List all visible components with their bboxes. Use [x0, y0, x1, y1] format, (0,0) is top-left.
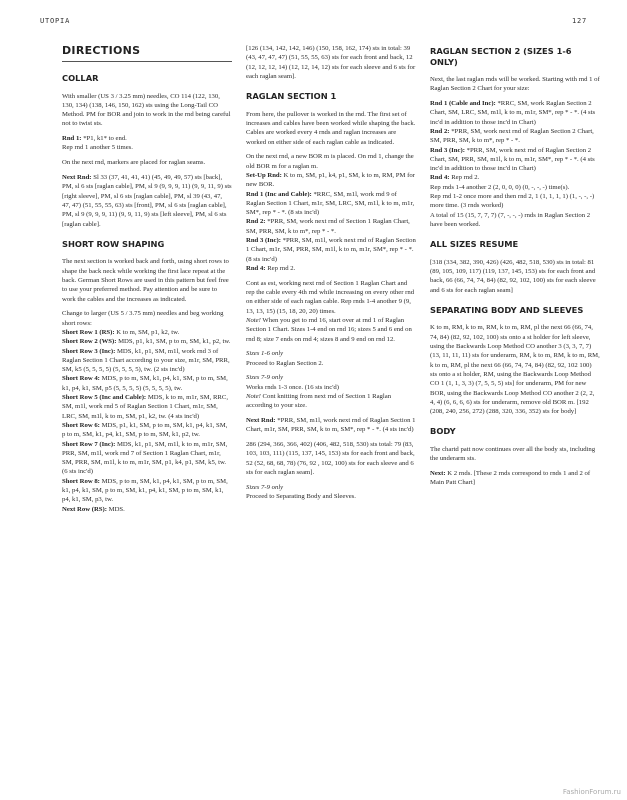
- short-row-4: Short Row 4: MDS, p to m, SM, k1, p4, k1, SM, p to m, SM, k1, p4, k1, SM, p5 (5, 5, 5, 5) (5, 5, 5, 5), tw.: [62, 375, 228, 392]
- column-middle: [246, 44, 416, 507]
- proceed-separating: Proceed to Separating Body and Sleeves.: [246, 493, 356, 501]
- short-row-2: Short Row 2 (WS): MDS, p1, k1, SM, p to m, SM, k1, p2, tw.: [62, 338, 231, 346]
- collar-paragraph: With smaller (US 3 / 3.25 mm) needles, CO 114 (122, 130, 130, 134) (138, 146, 150, 162) sts using the Long-Tail CO Method. PM for BOR and join to work in the rnd being careful not to twist sts.: [62, 92, 231, 128]
- raglan-1-rnd3: Rnd 3 (Inc): *PRR, SM, m1l, work next rnd of Raglan Section 1 Chart, m1r, SM, PRR, SM, m1l, k to m, m1r, SM*, rep * - *. (8 sts inc'd): [246, 237, 416, 263]
- separating-paragraph: K to m, RM, k to m, RM, k to m, RM, pl the next 66 (66, 74, 74, 84) (82, 92, 102, 100) sts onto a st holder for left sleeve, using the Backwards Loop Method CO another 3 (3, 3, 7, 7) (13, 11, 11, 11) sts for underarm, RM, k to m, RM, k to m, RM, k to m, RM, pl the next 66 (66, 74, 74, 84) (82, 92, 102 100) sts onto a st holder, RM, using the Backwards Loop Method CO 1 (1, 1, 3, 3) (7, 5, 5, 5) sts] for underarm, PM for new BOR, using the Backwards Loop Method CO another 2 (2, 2, 4, 4) (6, 6, 6, 6) sts for underarm, remove old BOR m. [192 (208, 240, 256, 272) (288, 320, 336, 352) sts for body]: [430, 324, 600, 416]
- raglan-2-intro: Next, the last raglan rnds will be worked. Starting with rnd 1 of Raglan Section 2 Chart for your size:: [430, 76, 600, 93]
- raglan-2-repeat-2: Rep rnd 1-2 once more and then rnd 2, 1 (1, 1, 1, 1) (1, -, -, -) more time. (3 rnds worked): [430, 193, 595, 210]
- raglan-1-rnd2: Rnd 2: *PRR, SM, work next rnd of Section 1 Raglan Chart, SM, PRR, SM, k to m*, rep * - *.: [246, 218, 410, 235]
- all-sizes-paragraph: [318 (334, 382, 390, 426) (426, 482, 518, 530) sts in total: 81 (89, 105, 109, 117) (119, 137, 145, 153) sts for each front and back, 66 (66, 74, 74, 84) (82, 92, 102, 100) sts for each sleeve and 6 sts for each raglan seam]: [430, 258, 596, 294]
- raglan-1-bor: On the next rnd, a new BOR m is placed. On rnd 1, change the old BOR m for a raglan m.: [246, 153, 414, 170]
- short-row-6: Short Row 6: MDS, p1, k1, SM, p to m, SM, k1, p4, k1, SM, p to m, SM, k1, p4, k1, SM, p to m, SM, k1, p2, tw.: [62, 421, 228, 439]
- short-row-7: Short Row 7 (Inc): MDS, k1, p1, SM, m1l, k to m, m1r, SM, PRR, SM, m1l, work rnd 7 of Section 1 Raglan Chart, m1r, SM, PRR, SM, m1l, k to m, m1r, SM, p1, k4, p1, SM, k5, tw. (6 sts inc'd): [62, 440, 228, 476]
- sizes-1-6-label: Sizes 1-6 only: [246, 350, 284, 358]
- collar-heading: COLLAR: [62, 73, 99, 83]
- raglan-1-rnd4: Rnd 4: Rep rnd 2.: [246, 264, 296, 272]
- next-rnd-instruction: Next Rnd: Sl 33 (37, 41, 41, 41) (45, 49, 49, 57) sts [back], PM, sl 6 sts [raglan cable], PM, sl 9 (9, 9, 9, 11) (9, 9, 11, 9) sts [right sleeve], PM, sl 6 sts [raglan cable], PM, sl 39 (43, 47, 47, 47) (51, 55, 55, 63) sts [front], PM, sl 6 sts [raglan cable], PM, sl 9 (9, 9, 9, 11) (9, 9, 11, 9) sts [left sleeve], PM, sl 6 sts [raglan cable].: [62, 174, 232, 228]
- running-header: [40, 17, 587, 29]
- short-row-3: Short Row 3 (Inc): MDS, k1, p1, SM, m1l, work rnd 3 of Raglan Section 1 Chart according to your size, m1r, SM, PRR, SM, k5 (5, 5, 5, 5) (5, 5, 5, 5), tw. (2 sts inc'd): [62, 347, 230, 374]
- body-heading: BODY: [430, 426, 456, 437]
- raglan-2-total: A total of 15 (15, 7, 7, 7) (7, -, -, -) rnds in Raglan Section 2 have been worked.: [430, 211, 591, 228]
- raglan-1-rnd1: Rnd 1 (Inc and Cable): *RRC, SM, m1l, work rnd 9 of Raglan Section 1 Chart, m1r, SM, LRC, SM, m1l, k to m, m1r, SM*, rep * - *. (8 sts inc'd): [246, 190, 415, 217]
- sizes-7-9-label: Sizes 7-9 only: [246, 374, 284, 382]
- page-number: 127: [571, 17, 587, 25]
- separating-heading: SEPARATING BODY AND SLEEVES: [430, 304, 584, 315]
- stitch-count-paragraph: [126 (134, 142, 142, 146) (150, 158, 162, 174) sts in total: 39 (43, 47, 47, 47) (51, 55, 55, 63) sts for each front and back, 12 (12, 12, 12, 14) (12, 12, 14, 12) sts for each sleeve and 6 sts for each raglan seam].: [246, 45, 416, 80]
- sizes-7-9-note: Note! Cont knitting from next rnd of Section 1 Raglan according to your size.: [246, 393, 392, 410]
- body-paragraph: The chartd patt now continues over all the body sts, including the underarm sts.: [430, 445, 596, 463]
- short-row-heading: SHORT ROW SHAPING: [62, 238, 165, 249]
- book-title: UTOPIA: [40, 17, 71, 25]
- raglan-1-total: 286 (294, 366, 366, 402) (406, 482, 518, 530) sts total: 79 (83, 103, 103, 111) (115, 137, 145, 153) sts for each front and back, 52 (52, 68, 68, 78) (76, 92 , 102, 100) sts for each sleeve and 6 sts for each raglan seam].: [246, 441, 415, 477]
- raglan-section-2-heading: RAGLAN SECTION 2 (SIZES 1-6 ONLY): [430, 46, 572, 67]
- short-row-1: Short Row 1 (RS): K to m, SM, p1, k2, tw.: [62, 328, 180, 336]
- body-next: Next: K 2 rnds. [These 2 rnds correspond to rnds 1 and 2 of Main Patt Chart]: [430, 470, 591, 487]
- sizes-7-9-label-2: Sizes 7-9 only: [246, 483, 284, 491]
- short-row-needles: Change to larger (US 5 / 3.75 mm) needles and beg working short rows:: [62, 310, 224, 327]
- raglan-1-note: Note! When you get to rnd 16, start over at rnd 1 of Raglan Section 1 Chart. Sizes 1-4 end on rnd 16; sizes 5 and 6 end on rnd 8; size 7 ends on rnd 4; sizes 8 and 9 end on rnd 12.: [246, 316, 412, 343]
- raglan-section-1-heading: RAGLAN SECTION 1: [246, 91, 337, 102]
- rnd1-instruction: Rnd 1: *P1, k1* to end. Rep rnd 1 another 5 times.: [62, 135, 133, 152]
- raglan-2-repeat-1: Rep rnds 1-4 another 2 (2, 0, 0, 0) (0, -, -, -) time(s).: [430, 183, 570, 191]
- setup-rnd: Set-Up Rnd: K to m, SM, p1, k4, p1, SM, k to m, RM, PM for new BOR.: [246, 171, 415, 189]
- all-sizes-heading: ALL SIZES RESUME: [430, 239, 519, 250]
- raglan-2-rnd2: Rnd 2: *PRR, SM, work next rnd of Raglan Section 2 Chart, SM, PRR, SM, k to m*, rep * - *.: [430, 127, 594, 145]
- short-row-8: Short Row 8: MDS, p to m, SM, k1, p4, k1, SM, p to m, SM, k1, p4, k1, SM, p to m, SM, k1, p4, k1, SM, p to m, SM, k1, p4, k1, SM, p3, tw.: [62, 477, 228, 504]
- column-left: [62, 44, 232, 519]
- raglan-2-rnd1: Rnd 1 (Cable and Inc): *RRC, SM, work Raglan Section 2 Chart, SM, LRC, SM, m1l, k to m, m1r, SM*, rep * - *. (4 sts inc'd in addition to those inc'd in Chart): [430, 100, 596, 126]
- short-row-intro: The next section is worked back and forth, using short rows to shape the back neck while working the first lace repeat at the back. German Short Rows are used in this pattern but feel free to use your preferred method. Pay attention and be sure to work the cables and the increases as indicated.: [62, 258, 229, 303]
- raglan-1-next-rnd: Next Rnd: *PRR, SM, m1l, work next rnd of Raglan Section 1 Chart, m1r, SM, PRR, SM, k to m, SM*, rep * - *. (4 sts inc'd): [246, 417, 416, 434]
- next-row-rs: Next Row (RS): MDS.: [62, 505, 125, 513]
- raglan-2-rnd4: Rnd 4: Rep rnd 2.: [430, 174, 480, 182]
- short-row-5: Short Row 5 (Inc and Cable): MDS, k to m, m1r, SM, RRC, SM, m1l, work rnd 5 of Raglan Section 1 Chart, m1r, SM, LRC, SM, m1l, k to m, SM, p1, k2, tw. (4 sts inc'd): [62, 394, 229, 420]
- proceed-raglan-2: Proceed to Raglan Section 2.: [246, 359, 324, 367]
- raglan-1-intro: From here, the pullover is worked in the rnd. The first set of increases and cables have been worked while shaping the back. Cables are worked every 4 rnds and raglan increases are worked on either side of each raglan cable as indicated.: [246, 110, 416, 146]
- markers-paragraph: On the next rnd, markers are placed for raglan seams.: [62, 159, 206, 167]
- directions-heading: DIRECTIONS: [62, 44, 141, 57]
- raglan-2-rnd3: Rnd 3 (Inc): *PRR, SM, work next rnd of Raglan Section 2 Chart, SM, PRR, SM, m1l, k to m, m1r, SM*, rep * - *. (4 sts inc'd in addition to those inc'd in Chart): [430, 146, 595, 173]
- directions-rule: [62, 61, 232, 62]
- watermark: FashionForum.ru: [562, 788, 621, 796]
- raglan-1-continue: Cont as est, working next rnd of Section 1 Raglan Chart and rep the cable every 4th rnd while increasing on every other rnd on either side of each raglan cable. Rep rnds 1-4 another 9 (9, 13, 13, 15) (15, 18, 20, 20) times.: [246, 279, 415, 315]
- works-rnds: Works rnds 1-3 once. (16 sts inc'd): [246, 383, 339, 391]
- column-right: [430, 44, 600, 493]
